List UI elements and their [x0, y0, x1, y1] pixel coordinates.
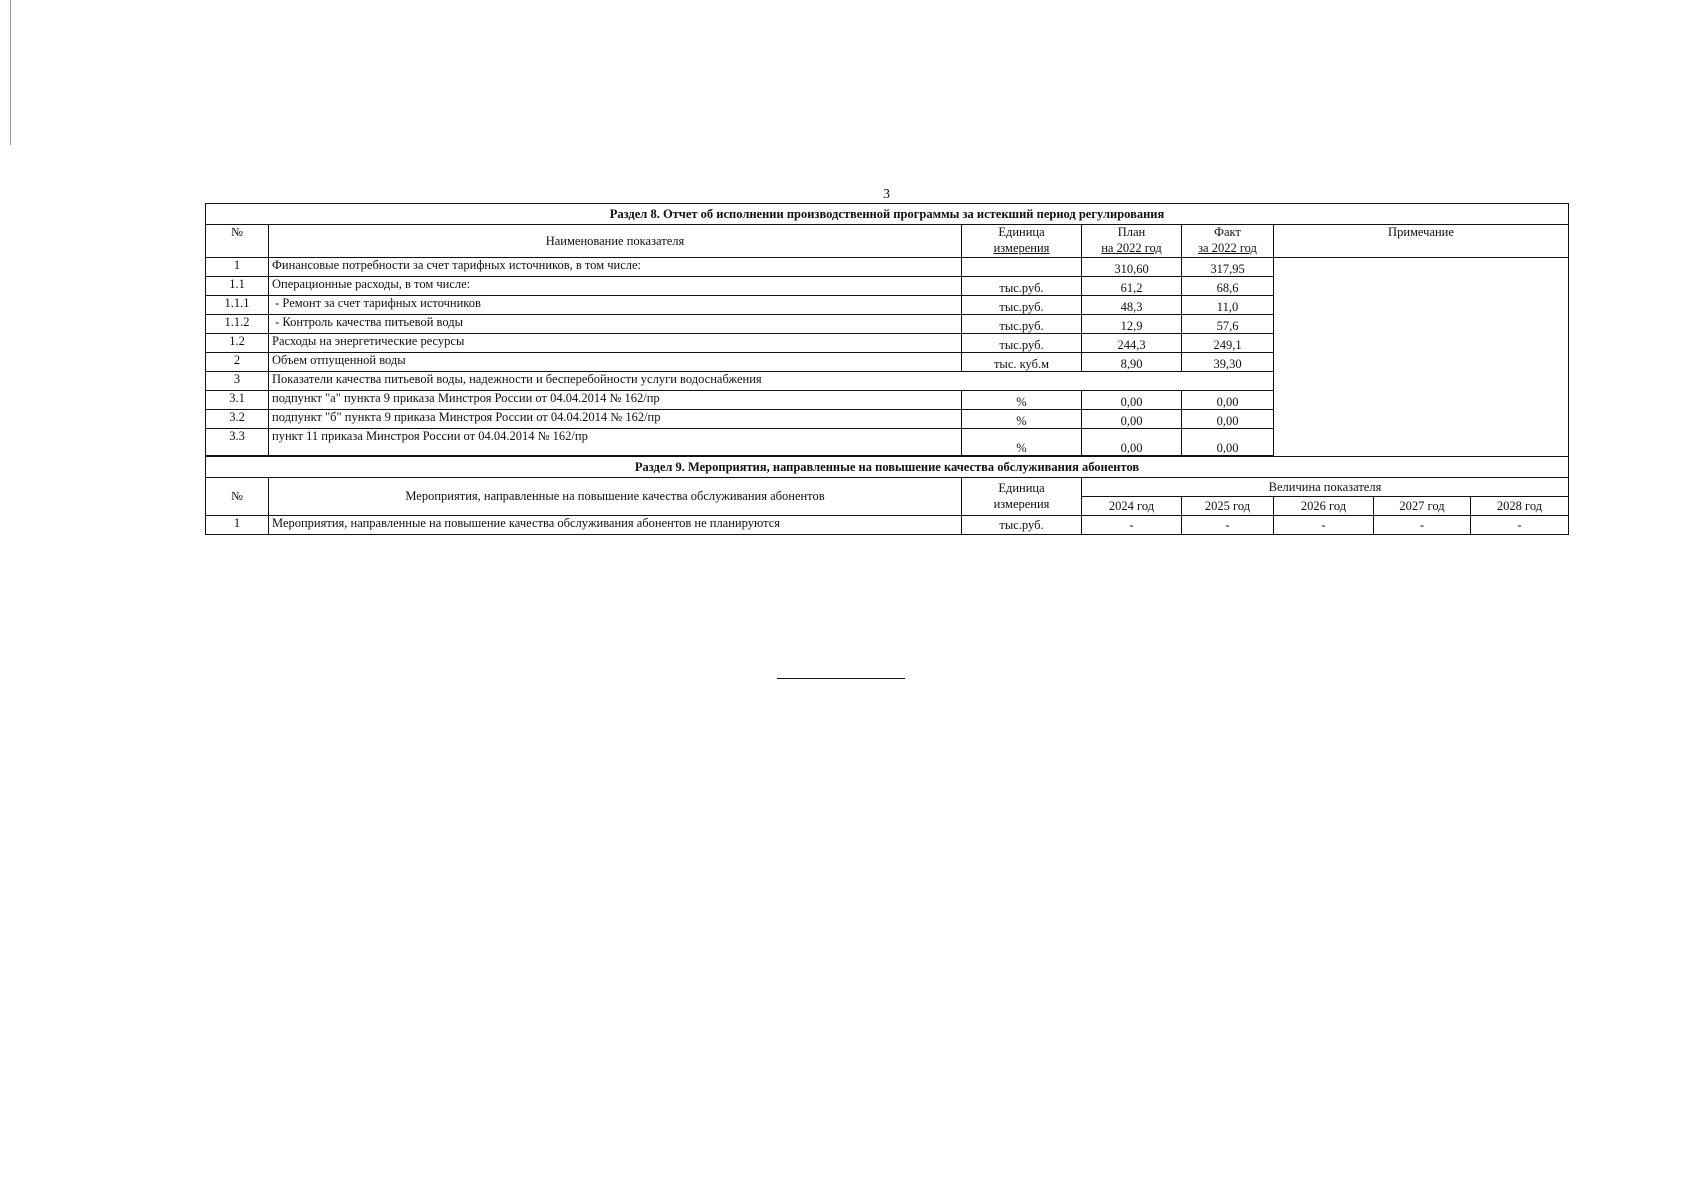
row-unit	[962, 258, 1082, 277]
header-indicator-name: Наименование показателя	[269, 225, 962, 258]
row-fact: 0,00	[1182, 391, 1274, 410]
row-unit: %	[962, 429, 1082, 456]
row-fact: 0,00	[1182, 429, 1274, 456]
row-num: 3.2	[206, 410, 269, 429]
row-num: 1	[206, 258, 269, 277]
row-num: 3.1	[206, 391, 269, 410]
row-plan: 0,00	[1082, 429, 1182, 456]
row-plan: 48,3	[1082, 296, 1182, 315]
row-num: 1.1.2	[206, 315, 269, 334]
row-unit: тыс.руб.	[962, 334, 1082, 353]
header-unit-line1: Единица	[998, 480, 1045, 495]
row-fact: 11,0	[1182, 296, 1274, 315]
row-plan: 310,60	[1082, 258, 1182, 277]
row-plan: 12,9	[1082, 315, 1182, 334]
header-fact-line2: за 2022 год	[1198, 241, 1257, 255]
section8-title: Раздел 8. Отчет об исполнении производственной программы за истекший период регулирования	[206, 204, 1569, 225]
row-name: Показатели качества питьевой воды, надежности и бесперебойности услуги водоснабжения	[269, 372, 1274, 391]
row-name: Финансовые потребности за счет тарифных источников, в том числе:	[269, 258, 962, 277]
row-unit: %	[962, 410, 1082, 429]
section9-header-row-1	[206, 478, 1569, 497]
row-value: -	[1471, 516, 1569, 535]
row-value: -	[1374, 516, 1471, 535]
header-year: 2026 год	[1274, 497, 1374, 516]
section9-title: Раздел 9. Мероприятия, направленные на повышение качества обслуживания абонентов	[206, 457, 1569, 478]
header-fact-line1: Факт	[1214, 225, 1241, 240]
header-unit-line1: Единица	[998, 225, 1045, 240]
scan-edge-line	[10, 0, 11, 145]
row-fact: 39,30	[1182, 353, 1274, 372]
row-plan: 0,00	[1082, 391, 1182, 410]
row-num: 1	[206, 516, 269, 535]
header-year: 2028 год	[1471, 497, 1569, 516]
row-name: - Ремонт за счет тарифных источников	[269, 296, 962, 315]
row-name: пункт 11 приказа Минстроя России от 04.04.2014 № 162/пр	[269, 429, 962, 456]
note-cell	[1274, 258, 1569, 457]
row-unit: тыс.руб.	[962, 315, 1082, 334]
row-unit: тыс.руб.	[962, 277, 1082, 296]
header-num: №	[206, 225, 269, 258]
row-num: 1.1.1	[206, 296, 269, 315]
section8-header-row	[206, 225, 1569, 258]
header-value: Величина показателя	[1082, 478, 1569, 497]
row-num: 3.3	[206, 429, 269, 456]
section8-title-row	[206, 204, 1569, 225]
header-fact	[1182, 225, 1274, 258]
table-row	[206, 258, 1569, 277]
row-name: подпункт "а" пункта 9 приказа Минстроя России от 04.04.2014 № 162/пр	[269, 391, 962, 410]
row-num: 1.2	[206, 334, 269, 353]
page-number: 3	[883, 187, 890, 202]
header-plan-line1: План	[1117, 225, 1146, 240]
row-name: Мероприятия, направленные на повышение качества обслуживания абонентов не планируются	[269, 516, 962, 535]
row-name: - Контроль качества питьевой воды	[269, 315, 962, 334]
row-plan: 244,3	[1082, 334, 1182, 353]
row-num: 1.1	[206, 277, 269, 296]
end-rule-divider	[777, 678, 905, 679]
section9-title-row	[206, 457, 1569, 478]
row-fact: 0,00	[1182, 410, 1274, 429]
header-num: №	[206, 478, 269, 516]
row-fact: 317,95	[1182, 258, 1274, 277]
header-unit	[962, 225, 1082, 258]
header-plan	[1082, 225, 1182, 258]
row-num: 3	[206, 372, 269, 391]
header-unit-line2: измерения	[993, 496, 1050, 511]
row-fact: 249,1	[1182, 334, 1274, 353]
header-year: 2027 год	[1374, 497, 1471, 516]
header-year: 2025 год	[1182, 497, 1274, 516]
row-unit: тыс. куб.м	[962, 353, 1082, 372]
row-fact: 68,6	[1182, 277, 1274, 296]
table-row	[206, 516, 1569, 535]
row-num: 2	[206, 353, 269, 372]
row-name: Расходы на энергетические ресурсы	[269, 334, 962, 353]
header-note: Примечание	[1274, 225, 1569, 258]
row-plan: 0,00	[1082, 410, 1182, 429]
row-value: -	[1274, 516, 1374, 535]
header-plan-line2: на 2022 год	[1101, 241, 1162, 255]
header-unit	[962, 478, 1082, 516]
row-name: подпункт "б" пункта 9 приказа Минстроя России от 04.04.2014 № 162/пр	[269, 410, 962, 429]
header-year: 2024 год	[1082, 497, 1182, 516]
row-name: Операционные расходы, в том числе:	[269, 277, 962, 296]
row-plan: 61,2	[1082, 277, 1182, 296]
row-fact: 57,6	[1182, 315, 1274, 334]
row-unit: %	[962, 391, 1082, 410]
row-value: -	[1082, 516, 1182, 535]
row-name: Объем отпущенной воды	[269, 353, 962, 372]
header-measure-name: Мероприятия, направленные на повышение качества обслуживания абонентов	[269, 478, 962, 516]
row-plan: 8,90	[1082, 353, 1182, 372]
header-unit-line2: измерения	[993, 241, 1050, 255]
row-unit: тыс.руб.	[962, 296, 1082, 315]
row-unit: тыс.руб.	[962, 516, 1082, 535]
report-table	[205, 203, 1569, 535]
row-value: -	[1182, 516, 1274, 535]
